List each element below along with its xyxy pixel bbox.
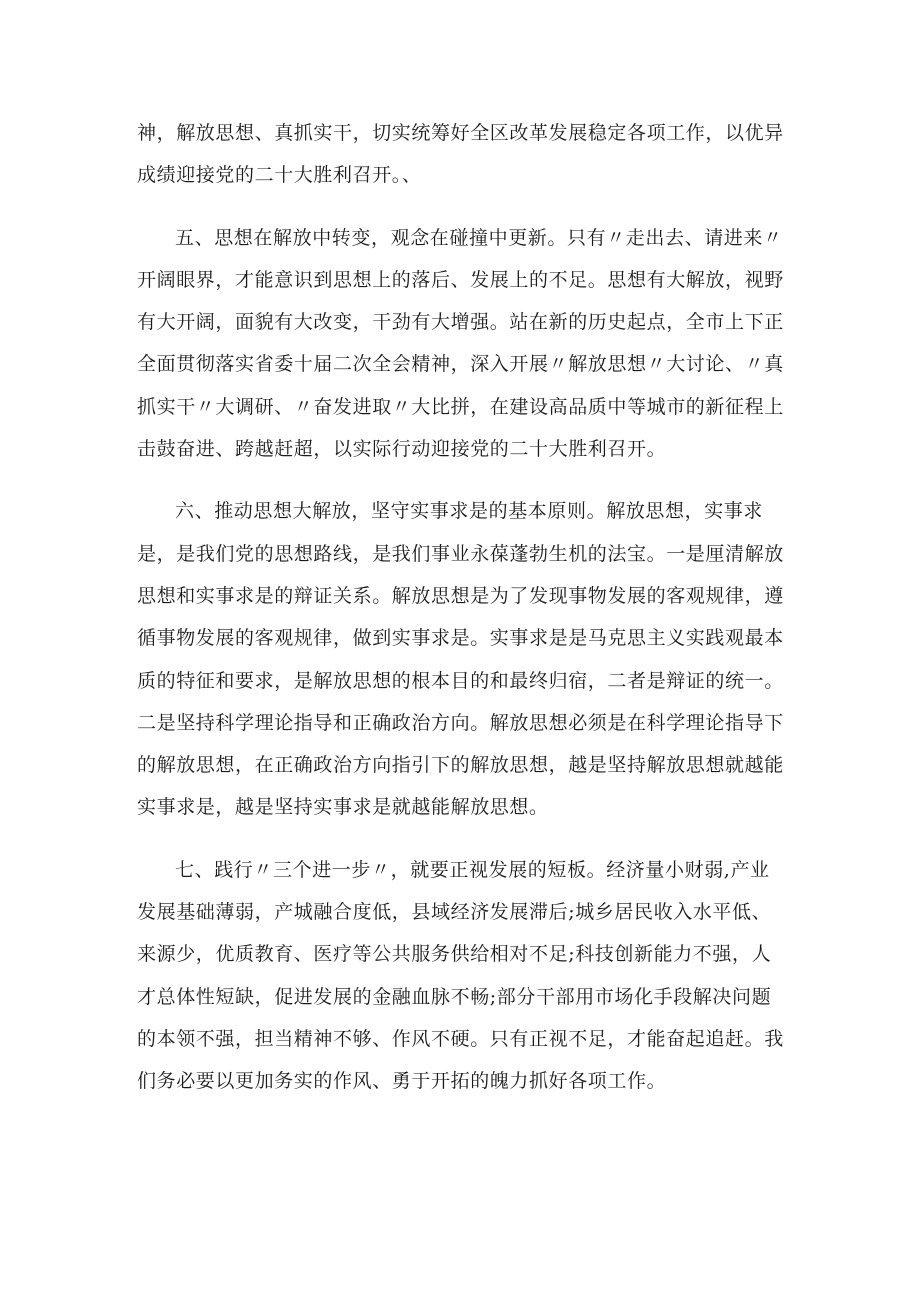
paragraph-section-seven: 七、践行〃三个进一步〃，就要正视发展的短板。经济量小财弱,产业发展基础薄弱，产城融合度低，县域经济发展滞后;城乡居民收入水平低、来源少，优质教育、医疗等公共服务供给相对不足;科技创新能力不强，人才总体性短缺，促进发展的金融血脉不畅;部分干部用市场化手段解决问题的本领不强，担当精神不够、作风不硬。只有正视不足，才能奋起追赶。我们务必要以更加务实的作风、勇于开拓的魄力抓好各项工作。: [137, 858, 784, 1093]
paragraph-section-six: 六、推动思想大解放，坚守实事求是的基本原则。解放思想，实事求是，是我们党的思想路线，是我们事业永葆蓬勃生机的法宝。一是厘清解放思想和实事求是的辩证关系。解放思想是为了发现事物发展的客观规律，遵循事物发展的客观规律，做到实事求是。实事求是是马克思主义实践观最本质的特征和要求，是解放思想的根本目的和最终归宿，二者是辩证的统一。二是坚持科学理论指导和正确政治方向。解放思想必须是在科学理论指导下的解放思想，在正确政治方向指引下的解放思想，越是坚持解放思想就越能实事求是，越是坚持实事求是就越能解放思想。: [137, 500, 784, 819]
paragraph-section-five: 五、思想在解放中转变，观念在碰撞中更新。只有〃走出去、请进来〃开阔眼界，才能意识到思想上的落后、发展上的不足。思想有大解放，视野有大开阔，面貌有大改变，干劲有大增强。站在新的历史起点，全市上下正全面贯彻落实省委十届二次全会精神，深入开展〃解放思想〃大讨论、〃真抓实干〃大调研、〃奋发进取〃大比拼，在建设高品质中等城市的新征程上击鼓奋进、跨越赶超，以实际行动迎接党的二十大胜利召开。: [137, 226, 784, 461]
document-page: [137, 112, 787, 1123]
paragraph-continuation: 神，解放思想、真抓实干，切实统筹好全区改革发展稳定各项工作，以优异成绩迎接党的二十大胜利召开。、: [137, 122, 784, 187]
